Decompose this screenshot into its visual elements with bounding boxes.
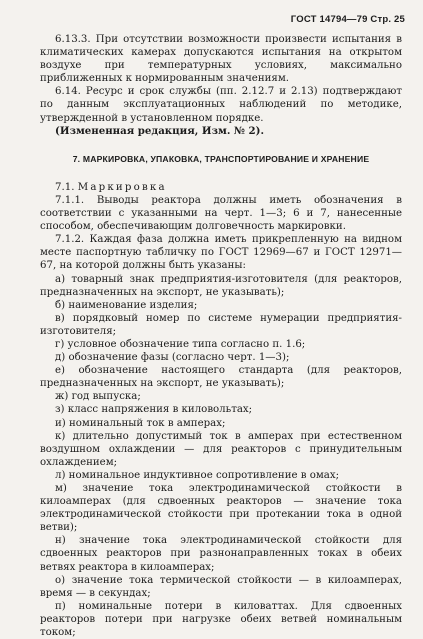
- list-item: и) номинальный ток в амперах;: [40, 417, 402, 430]
- paragraph-7-1-1: 7.1.1. Выводы реактора должны иметь обозначения в соответствии с указанными на черт. 1—3; 6 и 7, нанесенные способом, обеспечивающим долговечность маркировки.: [40, 194, 402, 233]
- page-header: ГОСТ 14794—79 Стр. 25: [291, 14, 405, 25]
- edition-note: (Измененная редакция, Изм. № 2).: [40, 125, 402, 138]
- list-item: з) класс напряжения в киловольтах;: [40, 403, 402, 416]
- nameplate-requirements-list: [40, 273, 402, 639]
- list-item: ж) год выпуска;: [40, 390, 402, 403]
- subsection-number: 7.1.: [55, 182, 74, 193]
- page-content: [40, 33, 402, 639]
- list-item: б) наименование изделия;: [40, 299, 402, 312]
- paragraph-6-13-3: 6.13.3. При отсутствии возможности произвести испытания в климатических камерах допускаются испытания на открытом воздухе при температурных условиях, максимально приближенных к нормированным значениям.: [40, 33, 402, 85]
- list-item: д) обозначение фазы (согласно черт. 1—3);: [40, 351, 402, 364]
- list-item: п) номинальные потери в киловаттах. Для сдвоенных реакторов потери при нагрузке обеих ветвей номинальным током;: [40, 600, 402, 639]
- section-spacer: [40, 166, 402, 181]
- paragraph-6-14: 6.14. Ресурс и срок службы (пп. 2.12.7 и 2.13) подтверждают по данным эксплуатационных наблюдений по методике, утвержденной в установленном порядке.: [40, 85, 402, 124]
- section-title: 7. МАРКИРОВКА, УПАКОВКА, ТРАНСПОРТИРОВАНИЕ И ХРАНЕНИЕ: [40, 153, 402, 166]
- section-spacer: [40, 138, 402, 153]
- subsection-title: Маркировка: [78, 182, 167, 193]
- list-item: н) значение тока электродинамической стойкости для сдвоенных реакторов при разнонаправленных токах в обеих ветвях реактора в килоамперах;: [40, 534, 402, 573]
- list-item: в) порядковый номер по системе нумерации предприятия-изготовителя;: [40, 312, 402, 338]
- list-item: к) длительно допустимый ток в амперах при естественном воздушном охлаждении — для реакторов с принудительным охлаждением;: [40, 430, 402, 469]
- paragraph-7-1-2: 7.1.2. Каждая фаза должна иметь прикрепленную на видном месте паспортную табличку по ГОСТ 12969—67 и ГОСТ 12971—67, на которой должны быть указаны:: [40, 233, 402, 272]
- list-item: а) товарный знак предприятия-изготовителя (для реакторов, предназначенных на экспорт, не указывать);: [40, 273, 402, 299]
- list-item: е) обозначение настоящего стандарта (для реакторов, предназначенных на экспорт, не указывать);: [40, 364, 402, 390]
- list-item: м) значение тока электродинамической стойкости в килоамперах (для сдвоенных реакторов — значение тока электродинамической стойкости при протекании тока в одной ветви);: [40, 482, 402, 534]
- list-item: о) значение тока термической стойкости — в килоамперах, время — в секундах;: [40, 574, 402, 600]
- list-item: г) условное обозначение типа согласно п. 1.6;: [40, 338, 402, 351]
- list-item: л) номинальное индуктивное сопротивление в омах;: [40, 469, 402, 482]
- subsection-heading: [40, 181, 402, 194]
